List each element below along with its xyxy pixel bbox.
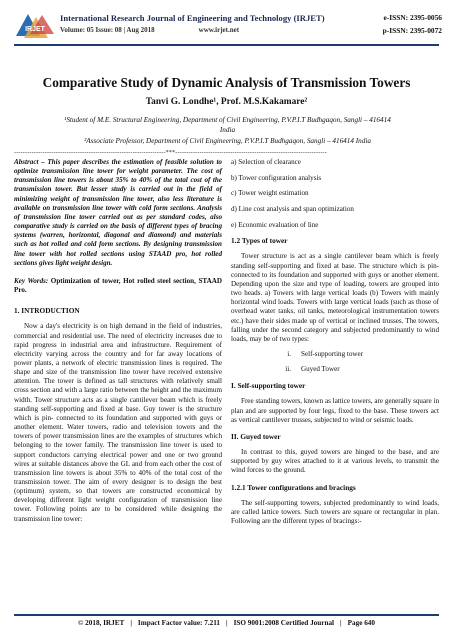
irjet-logo-icon <box>14 12 56 40</box>
configurations-text: The self-supporting towers, subjected predominantly to wind loads, are called lattice towers. Such towers are square or rectangular in plan. Following are the different types of bracings:- <box>231 498 439 526</box>
svg-text:IRJET: IRJET <box>25 26 45 33</box>
list-item: b) Tower configuration analysis <box>231 173 322 182</box>
e-issn: e-ISSN: 2395-0056 <box>383 13 442 22</box>
roman-text: Guyed Tower <box>301 365 340 374</box>
section-heading-configurations: 1.2.1 Tower configurations and bracings <box>231 482 356 492</box>
footer-impact-factor: Impact Factor value: 7.211 <box>137 619 221 627</box>
affiliation-1-line2: India <box>219 125 236 134</box>
section-heading-types: 1.2 Types of tower <box>231 236 288 246</box>
types-text: Tower structure is act as a single cantilever beam which is freely standing self-supporting and fixed at base. The structure which is pin- connected to its foundation and supported with guys or another element. Depending upon the size and type of loading, towers are grouped into two heads. a) Towers with large vertical loads (b) Towers with mainly horizontal wind loads. Towers with large vertical loads (such as those of overhead water tanks, oil tanks, meteorological instrumentation towers etc.) have their sides made up of vertical or inclined trusses. The towers, falling under the second category and subjected predominantly to wind loads, may be of two types: <box>231 252 439 343</box>
p-issn: p-ISSN: 2395-0072 <box>382 26 442 35</box>
section-heading-guyed: II. Guyed tower <box>231 431 281 441</box>
keywords-label: Key Words: <box>14 276 49 285</box>
header-rule <box>14 44 439 46</box>
footer-copyright: © 2018, IRJET <box>78 619 125 627</box>
list-item: e) Economic evaluation of line <box>231 220 319 229</box>
list-item: a) Selection of clearance <box>231 158 301 166</box>
roman-list-item <box>277 365 439 374</box>
keywords-text: Optimization of tower, Hot rolled steel section, STAAD Pro. <box>14 276 222 295</box>
journal-name: International Research Journal of Engineering and Technology (IRJET) <box>60 13 325 23</box>
roman-numeral: i. <box>287 350 291 358</box>
right-column <box>231 158 439 526</box>
website-link[interactable]: www.irjet.net <box>198 26 240 34</box>
abstract-label: Abstract – <box>14 158 45 166</box>
abstract-text: This paper describes the estimation of feasible solution to optimize transmission line tower for weight parameter. The cost of transmission line towers is about 35% to 40% of the total cost of the transmission tower. But lesser study is carried out in the field of minimizing weight of transmission line tower, also less literature is available on transmission line tower with cold form sections. Analysis of transmission line tower carried out as per standard codes, also comparative study is carried on the basis of different types of bracing systems (warren, horizontal, diagonal and diamond) and materials such as hot rolled and cold form sections. By designing transmission line tower with hot rolled sections using STAAD pro, hot rolled sections gives light weight design. <box>14 158 222 267</box>
separator-rule: ---------------------------------------------------------------------***--------------------------------------------------------------------- <box>14 150 327 156</box>
section-heading-self-supporting: I. Self-supporting tower <box>231 381 306 391</box>
self-supporting-text: Free standing towers, known as lattice towers, are generally square in plan and are supported by four legs, fixed to the base. These towers act as vertical cantilever trusses, subjected to wind or seismic loads. <box>231 397 439 424</box>
roman-numeral: ii. <box>285 365 291 374</box>
footer-iso: ISO 9001:2008 Certified Journal <box>233 619 335 627</box>
roman-text: Self-supporting tower <box>301 350 364 358</box>
section-heading-introduction: 1. INTRODUCTION <box>14 306 80 316</box>
introduction-text: Now a day's electricity is on high demand in the field of industries, commercial and residential use. The need of electricity increases due to rapid progress in industrial area and infrastructure. Requirement of electricity varying across the country and for far away locations of power plants, a network of electric transmission lines is required. The shape and size of the transmission line tower have received extensive attention. The tower is defined as tall structures with relatively small cross section and with a large ratio between the height and the maximum width. Tower structure acts as a single cantilever beam which is freely standing self-supporting and fixed at base. Guy tower is the structure which is pin- connected to its foundation and supported with guys or another element. Water towers, radio and television towers and the towers of power transmission lines are the examples of structures which belonging to the tower family. The transmission line tower is used to support conductors carrying electrical power and one or two ground wires at suitable distances above the GL and from each other the cost of transmission line towers is about 35% to 40% of the total cost of the transmission tower. The aim of every designer is to design the best (optimum) system, so that towers are constructed economical by developing different light weight configuration of transmission line tower. Following points are to be considered while designing the transmission line tower: <box>14 322 222 523</box>
paper-authors: Tanvi G. Londhe¹, Prof. M.S.Kakamare² <box>145 97 308 107</box>
left-column <box>14 158 222 524</box>
affiliation-1-line1: ¹Student of M.E. Structural Engineering, Department of Civil Engineering, P.V.P.I.T Budhgaqon, Sangli – 416414 <box>64 116 391 124</box>
footer-page-number: Page 640 <box>347 619 375 627</box>
volume-line <box>60 26 239 34</box>
affiliation-2: ²Associate Professor, Department of Civil Engineering, P.V.P.I.T Budhgaqon, Sangli – 416414 India <box>84 137 371 145</box>
abstract <box>14 158 222 268</box>
volume-issue: Volume: 05 Issue: 08 | Aug 2018 <box>60 26 155 34</box>
keywords <box>14 277 222 295</box>
paper-title: Comparative Study of Dynamic Analysis of Transmission Towers <box>42 75 411 90</box>
affiliation-1 <box>30 116 425 135</box>
journal-header <box>14 12 442 46</box>
roman-list-item <box>277 350 439 359</box>
footer-rule <box>14 614 439 616</box>
page-footer: © 2018, IRJET | Impact Factor value: 7.211 | ISO 9001:2008 Certified Journal | Page 640 <box>78 619 375 627</box>
list-item: c) Tower weight estimation <box>231 189 309 198</box>
list-item: d) Line cost analysis and span optimization <box>231 204 354 213</box>
guyed-text: In contrast to this, guyed towers are hinged to the base, and are supported by guy wires attached to it at various levels, to transmit the wind forces to the ground. <box>231 448 439 475</box>
